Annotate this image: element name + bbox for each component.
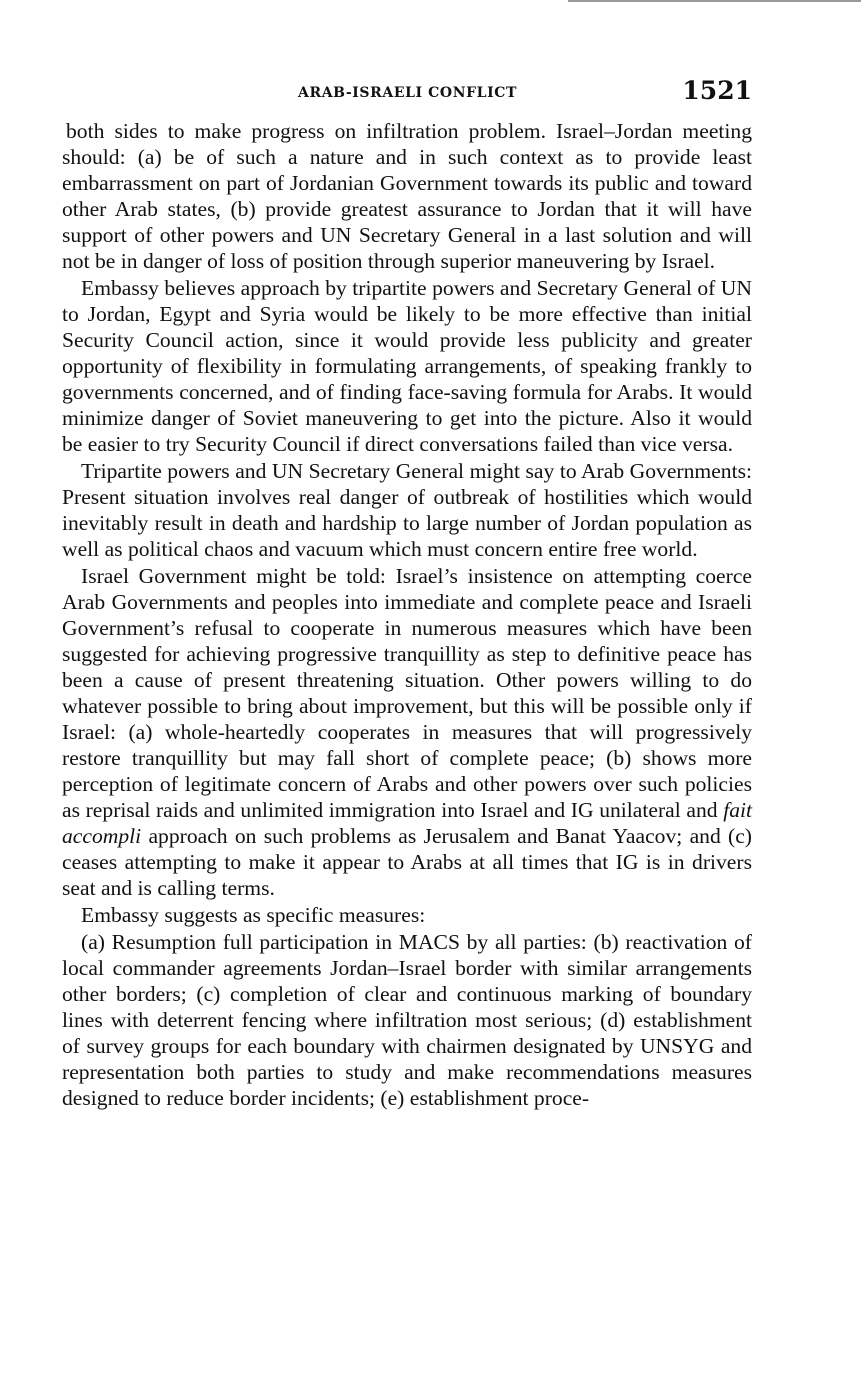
paragraph-israel-text-after: approach on such problems as Jerusalem and Banat Yaacov; and (c) ceases attempting to make it appear to Arabs at all times that IG is in drivers seat and is calling terms. xyxy=(62,824,752,900)
paragraph-tripartite-powers: Tripartite powers and UN Secretary General might say to Arab Governments: Present situation involves real danger of outbreak of hostilities which would inevitably result in death and hardship to large number of Jordan population as well as political chaos and vacuum which must concern entire free world. xyxy=(62,459,752,561)
paragraph-embassy-approach: Embassy believes approach by tripartite powers and Secretary General of UN to Jordan, Egypt and Syria would be likely to be more effective than initial Security Council action, since it would provide less publicity and greater opportunity of flexibility in formulating arrangements, of speaking frankly to governments concerned, and of finding face-saving formula for Arabs. It would minimize danger of Soviet maneuvering to get into the picture. Also it would be easier to try Security Council if direct conversations failed than vice versa. xyxy=(62,276,752,456)
page-header xyxy=(62,76,752,112)
running-head: ARAB-ISRAELI CONFLICT xyxy=(298,85,517,101)
paragraph-israel-text-before: Israel Government might be told: Israel’s insistence on attempting coerce Arab Governments and peoples into immediate and complete peace and Israeli Government’s refusal to cooperate in numerous measures which have been suggested for achieving progressive tranquillity as step to definitive peace has been a cause of present threatening situation. Other powers willing to do whatever possible to bring about improvement, but this will be possible only if Israel: (a) whole-heartedly cooperates in measures that will progressively restore tranquillity but may fall short of complete peace; (b) shows more perception of legitimate concern of Arabs and other powers over such policies as reprisal raids and unlimited immigration into Israel and IG unilateral and xyxy=(62,564,752,822)
top-edge-rule xyxy=(568,0,861,2)
paragraph-continued: both sides to make progress on infiltration problem. Israel–Jordan meeting should: (a) be of such a nature and in such context as to provide least embarrassment on part of Jordanian Government towards its public and toward other Arab states, (b) provide greatest assurance to Jordan that it will have support of other powers and UN Secretary General in a last solution and will not be in danger of loss of position through superior maneuvering by Israel. xyxy=(62,119,752,273)
paragraph-specific-measures-intro: Embassy suggests as specific measures: xyxy=(81,903,426,927)
body-text xyxy=(62,118,752,1111)
italic-phrase: fait accompli xyxy=(62,798,752,848)
page-number: 1521 xyxy=(682,76,752,105)
paragraph-measures-list: (a) Resumption full participation in MACS by all parties: (b) reactivation of local commander agreements Jordan–Israel border with similar arrangements other borders; (c) completion of clear and continuous marking of boundary lines with deterrent fencing where infiltration most serious; (d) establishment of survey groups for each boundary with chairmen designated by UNSYG and representation both parties to study and make recommendations measures designed to reduce border incidents; (e) establishment proce- xyxy=(62,930,752,1110)
paragraph-israel-government xyxy=(62,563,752,901)
